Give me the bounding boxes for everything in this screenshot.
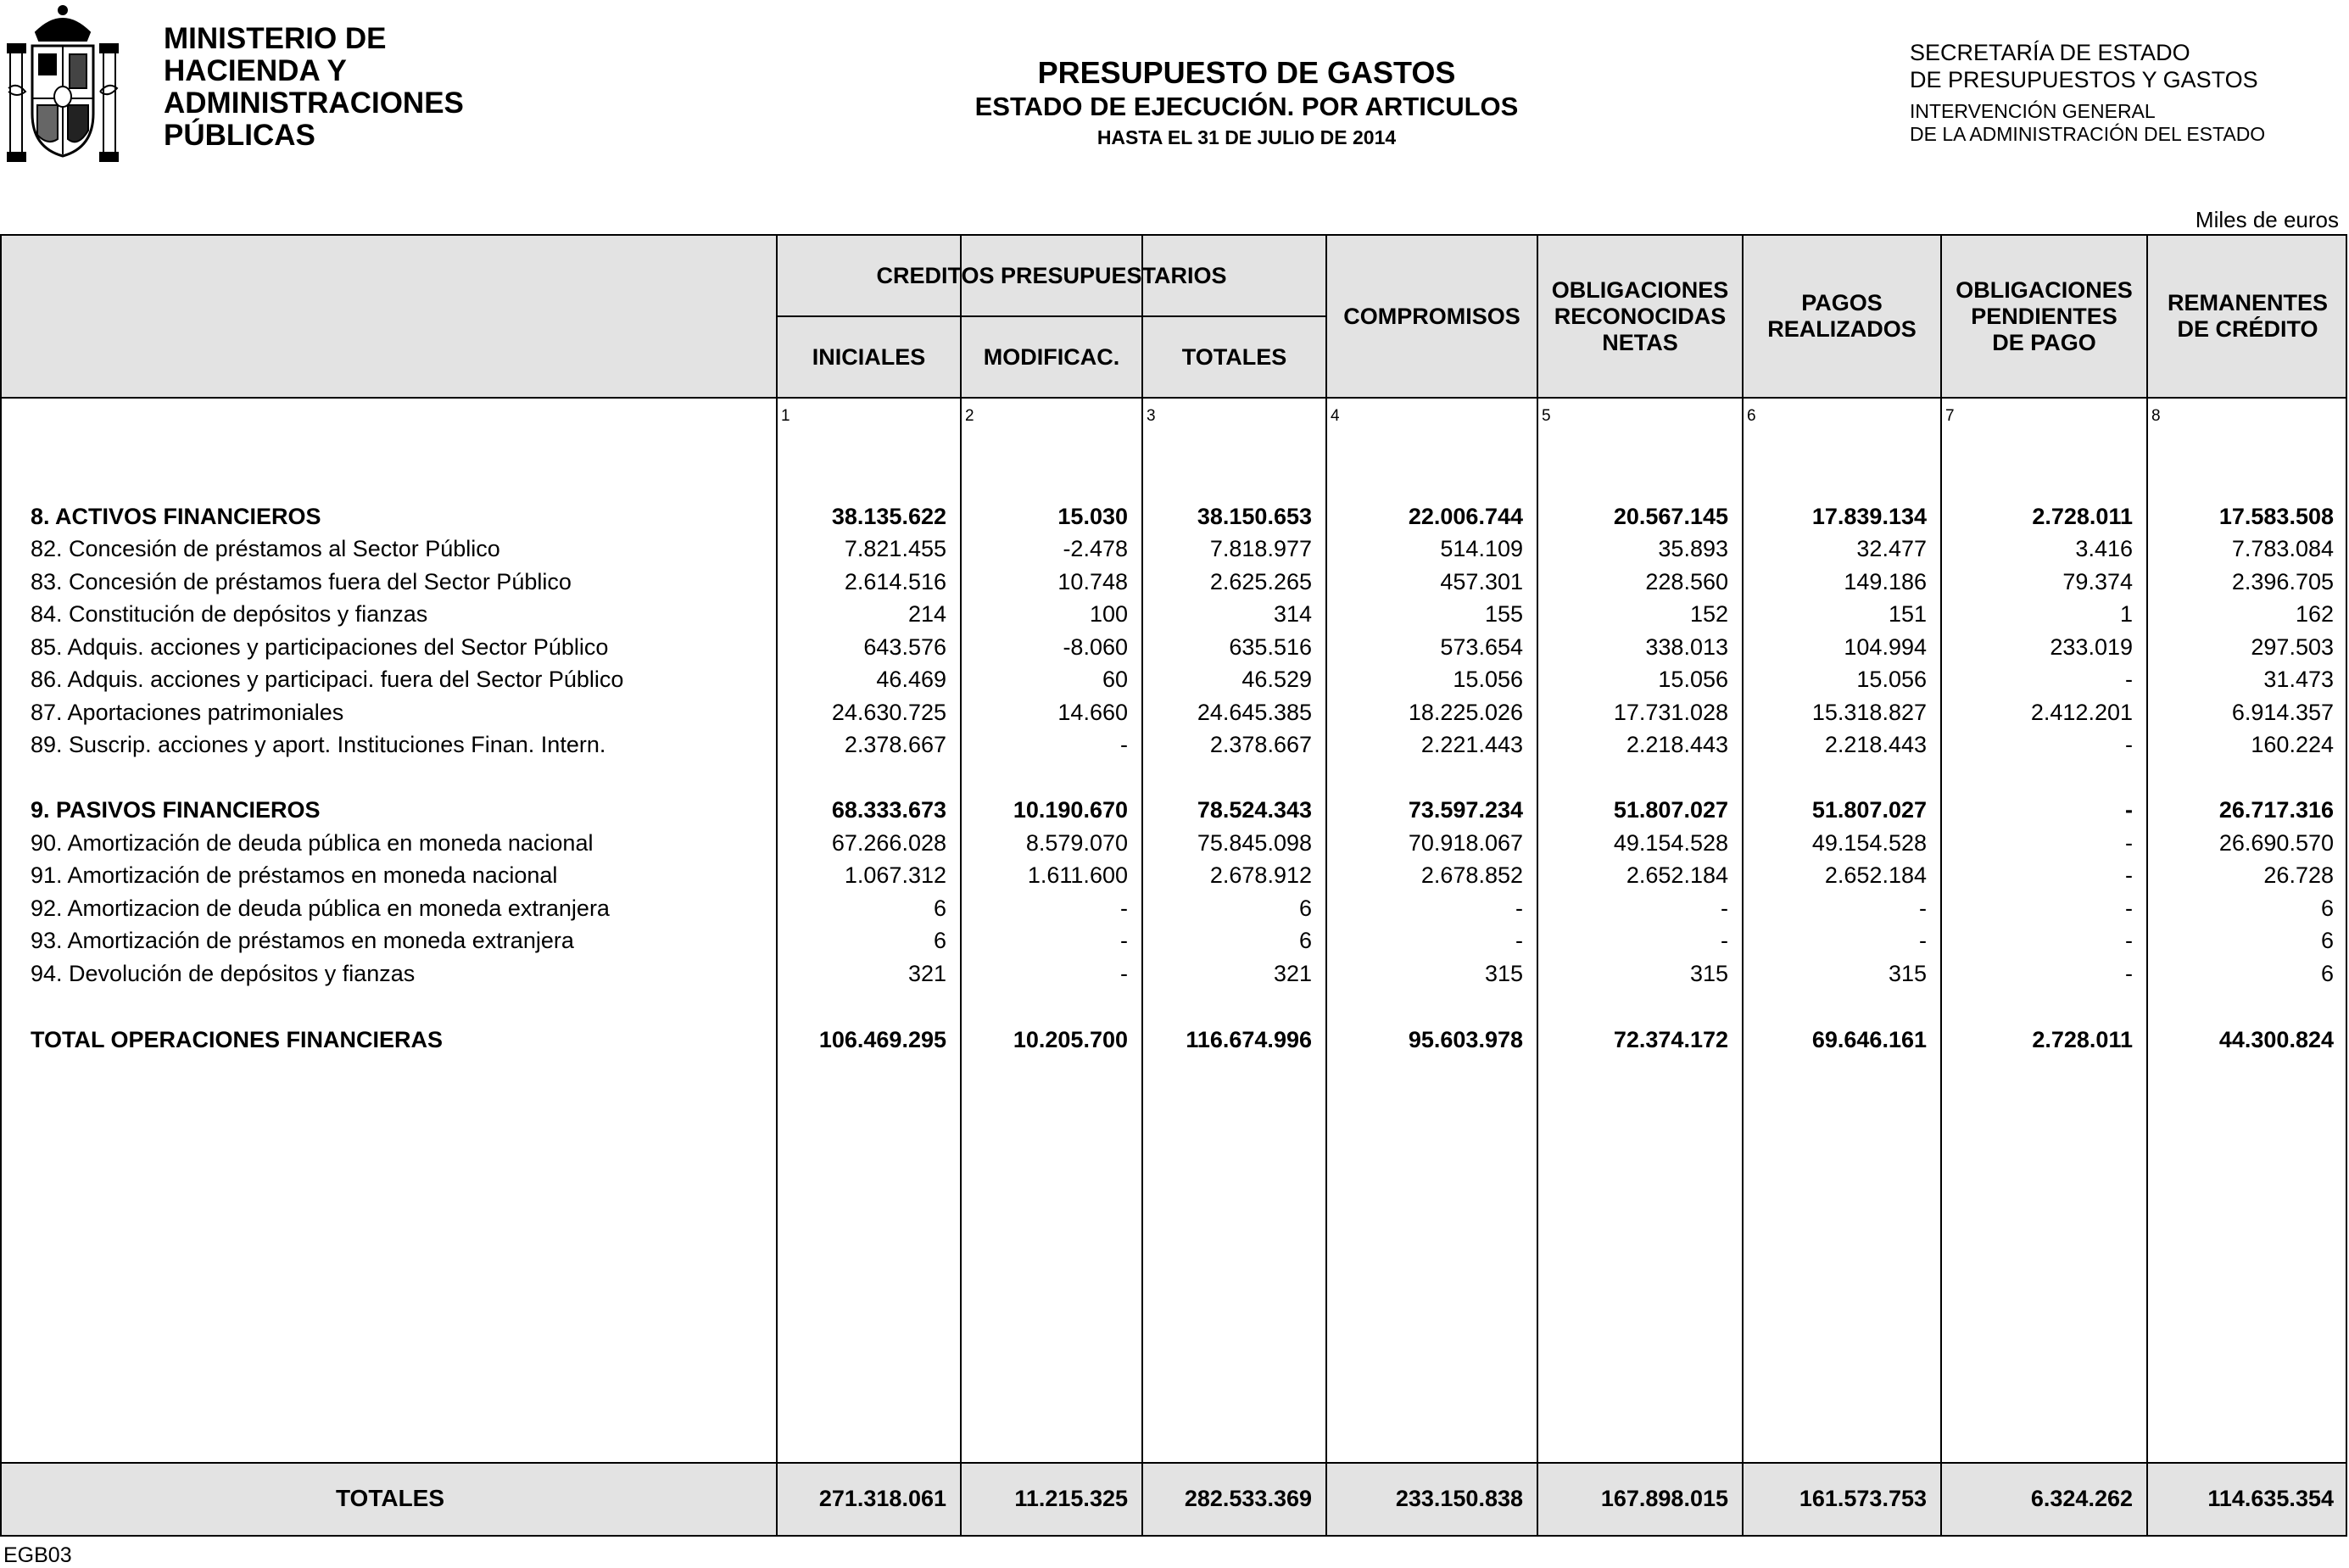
header-line: RECONOCIDAS	[1554, 303, 1727, 329]
header-line: REALIZADOS	[1767, 316, 1917, 342]
row-value: 26.717.316	[2218, 797, 2334, 823]
row-value: 2.218.443	[1626, 732, 1728, 757]
row-value: 149.186	[1844, 569, 1927, 594]
row-value: 2.221.443	[1420, 732, 1523, 757]
column-header-pagos	[1744, 236, 1940, 397]
row-value: 155	[1484, 601, 1523, 627]
row-value: 6.914.357	[2231, 700, 2334, 725]
document-title-block	[746, 56, 1747, 151]
column-number: 7	[1945, 407, 1955, 425]
row-value: 2.728.011	[2032, 504, 2133, 529]
row-value: 46.529	[1241, 667, 1312, 692]
row-value: -2.478	[1063, 536, 1128, 561]
totals-value: 233.150.838	[1395, 1486, 1523, 1511]
column-number: 5	[1542, 407, 1551, 425]
row-label: 90. Amortización de deuda pública en moneda nacional	[31, 830, 594, 856]
row-value: 8.579.070	[1025, 830, 1128, 856]
row-value: 2.728.011	[2032, 1027, 2133, 1052]
row-value: 38.150.653	[1197, 504, 1312, 529]
row-value: 38.135.622	[831, 504, 946, 529]
page-subtitle: ESTADO DE EJECUCIÓN. POR ARTICULOS	[974, 92, 1519, 121]
row-value: 297.503	[2251, 634, 2334, 660]
row-value: -	[2125, 732, 2133, 757]
column-header-iniciales: INICIALES	[812, 343, 926, 370]
issuing-office	[1910, 39, 2265, 146]
table-row	[2, 500, 2346, 533]
row-value: 151	[1888, 601, 1927, 627]
row-value: 49.154.528	[1613, 830, 1728, 856]
ministry-line: PÚBLICAS	[164, 119, 315, 152]
row-value: 2.378.667	[844, 732, 946, 757]
page-title: PRESUPUESTO DE GASTOS	[1037, 55, 1456, 90]
row-value: -	[2125, 667, 2133, 692]
row-value: 573.654	[1440, 634, 1523, 660]
header-line: REMANENTES	[2167, 290, 2328, 315]
row-value: 214	[907, 601, 946, 627]
row-value: 35.893	[1658, 536, 1728, 561]
row-value: -	[1120, 732, 1128, 757]
row-value: -	[2125, 797, 2133, 823]
ministry-line: MINISTERIO DE	[164, 22, 387, 55]
row-value: 51.807.027	[1811, 797, 1927, 823]
row-value: 228.560	[1645, 569, 1728, 594]
row-value: 15.056	[1658, 667, 1728, 692]
row-label: 86. Adquis. acciones y participaci. fuera del Sector Público	[31, 667, 624, 692]
row-value: 67.266.028	[831, 830, 946, 856]
table-row	[2, 598, 2346, 630]
row-value: 338.013	[1645, 634, 1728, 660]
row-value: 10.205.700	[1013, 1027, 1128, 1052]
row-value: -	[2125, 896, 2133, 921]
row-value: 78.524.343	[1197, 797, 1312, 823]
row-value: 26.728	[2263, 862, 2334, 888]
header-line: OBLIGACIONES	[1956, 276, 2133, 303]
row-value: 15.056	[1453, 667, 1523, 692]
table-row	[2, 631, 2346, 663]
row-value: 6	[933, 896, 946, 921]
row-value: -	[2125, 862, 2133, 888]
totals-value: 161.573.753	[1799, 1486, 1927, 1511]
row-value: 14.660	[1057, 700, 1128, 725]
intervencion-line: INTERVENCIÓN GENERAL	[1910, 100, 2156, 122]
column-number: 4	[1331, 407, 1340, 425]
row-value: 3.416	[2075, 536, 2133, 561]
row-label: 83. Concesión de préstamos fuera del Sector Público	[31, 569, 572, 594]
row-value: 15.318.827	[1811, 700, 1927, 725]
table-row	[2, 859, 2346, 891]
header-line: PENDIENTES	[1971, 303, 2117, 329]
row-value: 2.614.516	[844, 569, 946, 594]
row-value: 106.469.295	[818, 1027, 946, 1052]
row-value: -	[1919, 896, 1927, 921]
row-value: 72.374.172	[1613, 1027, 1728, 1052]
ministry-line: HACIENDA Y	[164, 54, 347, 87]
row-value: -8.060	[1063, 634, 1128, 660]
row-value: 314	[1273, 601, 1312, 627]
totals-value: 114.635.354	[2207, 1486, 2334, 1511]
row-value: 1.611.600	[1027, 862, 1128, 888]
row-value: 321	[1273, 961, 1312, 986]
row-value: 2.625.265	[1209, 569, 1312, 594]
row-value: 22.006.744	[1408, 504, 1523, 529]
row-label: 91. Amortización de préstamos en moneda nacional	[31, 862, 558, 888]
row-value: 75.845.098	[1197, 830, 1312, 856]
row-value: 2.396.705	[2231, 569, 2334, 594]
table-row	[2, 924, 2346, 957]
row-value: 26.690.570	[2218, 830, 2334, 856]
row-value: 6	[1298, 928, 1312, 953]
row-value: 69.646.161	[1811, 1027, 1927, 1052]
row-value: 160.224	[2251, 732, 2334, 757]
table-row	[2, 794, 2346, 826]
header-line: NETAS	[1602, 329, 1678, 355]
row-value: -	[1515, 928, 1523, 953]
row-label: 89. Suscrip. acciones y aport. Instituciones Finan. Intern.	[31, 732, 606, 757]
column-header-obligaciones	[1538, 236, 1742, 397]
header-line: DE PAGO	[1992, 329, 2096, 355]
row-value: -	[2125, 928, 2133, 953]
row-label: 92. Amortizacion de deuda pública en moneda extranjera	[31, 896, 610, 921]
row-value: 95.603.978	[1408, 1027, 1523, 1052]
row-value: 6	[1298, 896, 1312, 921]
row-value: -	[1919, 928, 1927, 953]
row-value: -	[1721, 896, 1728, 921]
secretaria-line: DE PRESUPUESTOS Y GASTOS	[1910, 67, 2258, 92]
row-label: 87. Aportaciones patrimoniales	[31, 700, 344, 725]
row-value: 162	[2295, 601, 2334, 627]
column-number: 2	[965, 407, 974, 425]
row-value: 635.516	[1229, 634, 1312, 660]
row-value: 24.645.385	[1197, 700, 1312, 725]
table-row	[2, 566, 2346, 598]
totals-value: 271.318.061	[818, 1486, 946, 1511]
table-row	[2, 696, 2346, 728]
row-value: 20.567.145	[1613, 504, 1728, 529]
totals-value: 282.533.369	[1184, 1486, 1312, 1511]
row-value: 24.630.725	[831, 700, 946, 725]
column-group-creditos: CREDITOS PRESUPUESTARIOS	[876, 262, 1227, 288]
row-value: -	[1721, 928, 1728, 953]
row-value: 32.477	[1856, 536, 1927, 561]
column-header-compromisos: COMPROMISOS	[1343, 303, 1520, 329]
row-value: -	[2125, 830, 2133, 856]
row-value: 70.918.067	[1408, 830, 1523, 856]
secretaria-line: SECRETARÍA DE ESTADO	[1910, 40, 2190, 65]
row-value: 315	[1689, 961, 1728, 986]
table-row	[2, 728, 2346, 761]
row-value: 643.576	[863, 634, 946, 660]
table-row	[2, 533, 2346, 565]
row-value: 152	[1689, 601, 1728, 627]
totals-value: 167.898.015	[1600, 1486, 1728, 1511]
row-value: 315	[1484, 961, 1523, 986]
row-value: -	[2125, 961, 2133, 986]
row-value: 10.748	[1057, 569, 1128, 594]
column-number: 3	[1147, 407, 1156, 425]
budget-table	[0, 234, 2347, 1537]
column-header-modificac: MODIFICAC.	[983, 343, 1120, 370]
row-value: 60	[1102, 667, 1128, 692]
row-value: 44.300.824	[2218, 1027, 2334, 1052]
row-value: 2.652.184	[1824, 862, 1927, 888]
column-number: 1	[781, 407, 790, 425]
table-row	[2, 892, 2346, 924]
ministry-name	[164, 23, 464, 152]
row-value: 2.218.443	[1824, 732, 1927, 757]
header-line: PAGOS	[1801, 290, 1883, 315]
row-value: 17.583.508	[2218, 504, 2334, 529]
row-value: -	[1120, 896, 1128, 921]
row-label: 85. Adquis. acciones y participaciones del Sector Público	[31, 634, 609, 660]
row-value: 6	[2320, 961, 2334, 986]
row-value: 1	[2119, 601, 2133, 627]
units-label: Miles de euros	[2195, 207, 2339, 232]
row-label: 93. Amortización de préstamos en moneda extranjera	[31, 928, 574, 953]
coat-of-arms-icon	[7, 3, 119, 165]
column-header-remanentes	[2148, 236, 2347, 397]
row-value: 321	[907, 961, 946, 986]
row-value: 49.154.528	[1811, 830, 1927, 856]
row-value: 46.469	[876, 667, 946, 692]
header-line: OBLIGACIONES	[1551, 276, 1729, 303]
row-label: 82. Concesión de préstamos al Sector Público	[31, 536, 500, 561]
row-value: 2.378.667	[1209, 732, 1312, 757]
column-header-totales: TOTALES	[1181, 343, 1287, 370]
row-value: 2.412.201	[2030, 700, 2133, 725]
row-value: -	[1515, 896, 1523, 921]
row-value: 7.818.977	[1209, 536, 1312, 561]
row-value: 10.190.670	[1013, 797, 1128, 823]
row-value: 2.678.852	[1420, 862, 1523, 888]
column-number: 6	[1747, 407, 1756, 425]
table-row	[2, 1024, 2346, 1056]
row-label: 8. ACTIVOS FINANCIEROS	[31, 504, 321, 529]
row-value: 6	[2320, 928, 2334, 953]
header-line: DE CRÉDITO	[2177, 316, 2318, 342]
form-code: EGB03	[3, 1543, 72, 1567]
row-value: 7.783.084	[2231, 536, 2334, 561]
row-value: 104.994	[1844, 634, 1927, 660]
totals-label: TOTALES	[335, 1485, 445, 1511]
table-row	[2, 957, 2346, 990]
row-value: 457.301	[1440, 569, 1523, 594]
row-value: 100	[1089, 601, 1128, 627]
row-label: 94. Devolución de depósitos y fianzas	[31, 961, 416, 986]
totals-value: 11.215.325	[1014, 1486, 1128, 1511]
column-header-pendientes	[1942, 236, 2146, 397]
row-value: 15.030	[1057, 504, 1128, 529]
row-value: 73.597.234	[1408, 797, 1523, 823]
row-value: 2.678.912	[1209, 862, 1312, 888]
row-value: 79.374	[2062, 569, 2133, 594]
column-number: 8	[2151, 407, 2161, 425]
intervencion-line: DE LA ADMINISTRACIÓN DEL ESTADO	[1910, 123, 2266, 145]
row-value: 233.019	[2050, 634, 2133, 660]
row-value: 31.473	[2263, 667, 2334, 692]
row-value: 17.731.028	[1613, 700, 1728, 725]
row-value: 315	[1888, 961, 1927, 986]
row-value: 7.821.455	[844, 536, 946, 561]
row-value: 2.652.184	[1626, 862, 1728, 888]
row-value: -	[1120, 928, 1128, 953]
row-label: 9. PASIVOS FINANCIEROS	[31, 797, 321, 823]
table-row	[2, 827, 2346, 859]
row-value: 116.674.996	[1186, 1027, 1312, 1052]
row-value: -	[1120, 961, 1128, 986]
table-row	[2, 663, 2346, 695]
row-value: 68.333.673	[831, 797, 946, 823]
row-value: 6	[2320, 896, 2334, 921]
row-value: 18.225.026	[1408, 700, 1523, 725]
ministry-line: ADMINISTRACIONES	[164, 86, 464, 120]
totals-value: 6.324.262	[2030, 1486, 2133, 1511]
row-value: 1.067.312	[844, 862, 946, 888]
row-value: 15.056	[1856, 667, 1927, 692]
date-line: HASTA EL 31 DE JULIO DE 2014	[1096, 126, 1397, 148]
row-value: 17.839.134	[1811, 504, 1927, 529]
row-label: TOTAL OPERACIONES FINANCIERAS	[31, 1027, 444, 1052]
row-value: 514.109	[1440, 536, 1523, 561]
row-label: 84. Constitución de depósitos y fianzas	[31, 601, 428, 627]
row-value: 51.807.027	[1613, 797, 1728, 823]
row-value: 6	[933, 928, 946, 953]
